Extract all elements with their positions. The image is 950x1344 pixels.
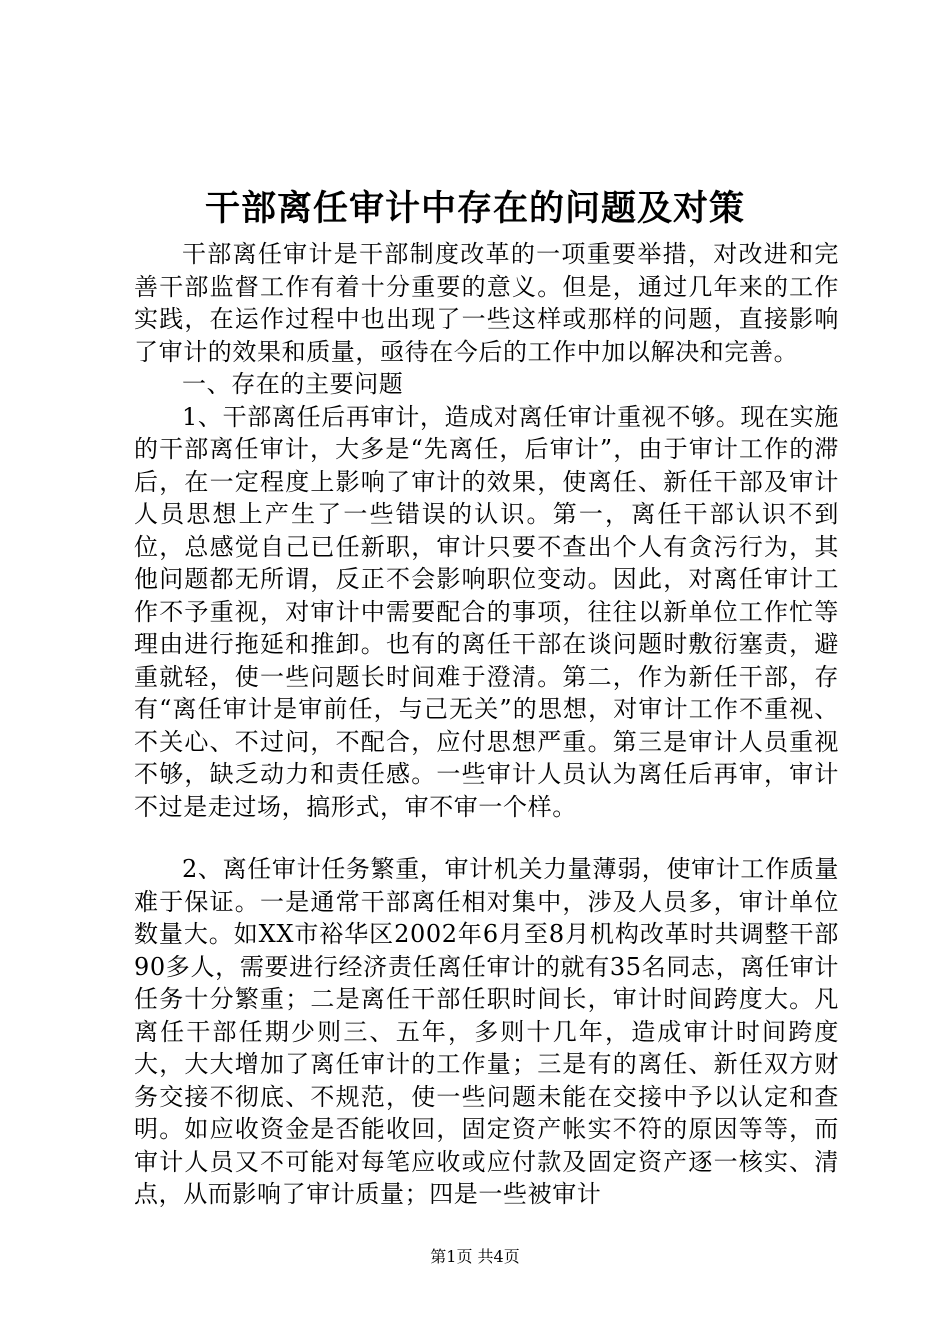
document-body xyxy=(134,238,839,1211)
section-heading: 一、存在的主要问题 xyxy=(182,370,404,398)
document-title: 干部离任审计中存在的问题及对策 xyxy=(204,188,745,229)
issue-1-paragraph: 1、干部离任后再审计，造成对离任审计重视不够。现在实施的干部离任审计，大多是“先离任，后审计”，由于审计工作的滞后，在一定程度上影响了审计的效果，使离任、新任干部及审计人员思想上产生了一些错误的认识。第一，离任干部认识不到位，总感觉自己已任新职，审计只要不查出个人有贪污行为，其他问题都无所谓，反正不会影响职位变动。因此，对离任审计工作不予重视，对审计中需要配合的事项，往往以新单位工作忙等理由进行拖延和推卸。也有的离任干部在谈问题时敷衍塞责，避重就轻，使一些问题长时间难于澄清。第二，作为新任干部，存有“离任审计是审前任，与己无关”的思想，对审计工作不重视、不关心、不过问，不配合，应付思想严重。第三是审计人员重视不够，缺乏动力和责任感。一些审计人员认为离任后再审，审计不过是走过场，搞形式，审不审一个样。 xyxy=(134,402,839,821)
intro-paragraph: 干部离任审计是干部制度改革的一项重要举措，对改进和完善干部监督工作有着十分重要的意义。但是，通过几年来的工作实践，在运作过程中也出现了一些这样或那样的问题，直接影响了审计的效果和质量，亟待在今后的工作中加以解决和完善。 xyxy=(134,240,839,366)
issue-2-paragraph: 2、离任审计任务繁重，审计机关力量薄弱，使审计工作质量难于保证。一是通常干部离任相对集中，涉及人员多，审计单位数量大。如XX市裕华区2002年6月至8月机构改革时共调整干部90多人，需要进行经济责任离任审计的就有35名同志，离任审计任务十分繁重；二是离任干部任职时间长，审计时间跨度大。凡离任干部任期少则三、五年，多则十几年，造成审计时间跨度大，大大增加了离任审计的工作量；三是有的离任、新任双方财务交接不彻底、不规范，使一些问题未能在交接中予以认定和查明。如应收资金是否能收回，固定资产帐实不符的原因等等，而审计人员又不可能对每笔应收或应付款及固定资产逐一核实、清点，从而影响了审计质量；四是一些被审计 xyxy=(134,855,839,1208)
page-footer: 第1页 共4页 xyxy=(430,1247,520,1266)
